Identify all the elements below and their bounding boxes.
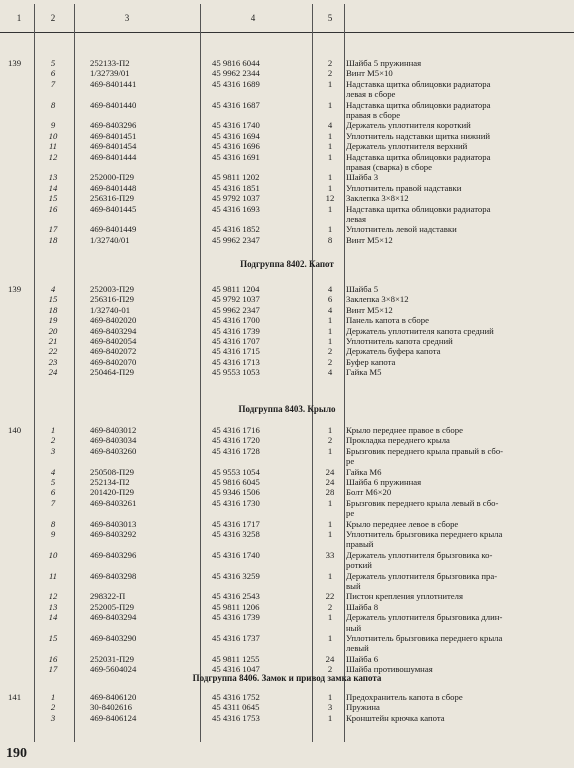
catalog-code: 45 4316 1717 — [212, 518, 260, 529]
item-position: 17 — [48, 224, 58, 235]
part-number: 201420-П29 — [90, 487, 134, 498]
item-position: 21 — [48, 336, 58, 346]
column-divider — [34, 4, 35, 742]
quantity: 4 — [327, 120, 333, 131]
item-position: 9 — [50, 529, 56, 539]
part-description: Гайка М5 — [346, 367, 382, 378]
quantity: 1 — [327, 497, 333, 508]
quantity: 4 — [327, 304, 333, 315]
catalog-code: 45 9553 1053 — [212, 367, 260, 378]
item-position: 10 — [48, 549, 58, 560]
quantity: 1 — [327, 224, 333, 235]
quantity: 1 — [327, 151, 333, 162]
item-position: 22 — [48, 346, 58, 357]
item-position: 4 — [50, 466, 56, 477]
part-number: 252005-П29 — [90, 601, 134, 612]
part-description: роткий — [346, 560, 372, 571]
item-position: 5 — [50, 58, 56, 68]
part-description: Заклепка 3×8×12 — [346, 294, 409, 305]
part-description: Держатель уплотнителя капота средний — [346, 325, 494, 336]
part-number: 252134-П2 — [90, 477, 130, 487]
part-number: 250508-П29 — [90, 466, 134, 477]
item-position: 2 — [50, 702, 56, 713]
catalog-code: 45 4316 1715 — [212, 346, 260, 357]
quantity: 1 — [327, 518, 333, 529]
item-position: 3 — [50, 445, 56, 456]
part-number: 469-8403296 — [90, 549, 137, 560]
quantity: 1 — [327, 425, 333, 435]
catalog-code: 45 4316 1047 — [212, 664, 260, 675]
figure-number: 139 — [8, 284, 22, 294]
quantity: 1 — [327, 99, 333, 110]
part-description: правый — [346, 539, 374, 550]
catalog-code: 45 9816 6044 — [212, 58, 260, 68]
part-number: 469-8403260 — [90, 445, 137, 456]
part-description: Винт М5×10 — [346, 68, 393, 79]
quantity: 1 — [327, 712, 333, 723]
part-number: 1/32740-01 — [90, 304, 131, 315]
part-number: 469-8402054 — [90, 336, 137, 346]
part-description: Заклепка 3×8×12 — [346, 193, 409, 204]
part-description: Надставка щитка облицовки радиатора — [346, 203, 491, 214]
quantity: 1 — [327, 633, 333, 643]
quantity: 2 — [327, 664, 333, 675]
part-description: Шайба 6 пружинная — [346, 477, 422, 487]
part-number: 469-8403013 — [90, 518, 137, 529]
quantity: 24 — [325, 466, 335, 477]
catalog-code: 45 4316 1740 — [212, 120, 260, 131]
item-position: 8 — [50, 518, 56, 529]
part-description: Брызговик переднего крыла левый в сбо- — [346, 497, 499, 508]
part-description: Держатель уплотнителя брызговика длин- — [346, 612, 503, 623]
part-number: 469-8401449 — [90, 224, 137, 235]
part-description: Надставка щитка облицовки радиатора — [346, 99, 491, 110]
part-description: Крыло переднее правое в сборе — [346, 425, 463, 435]
item-position: 15 — [48, 633, 58, 643]
catalog-code: 45 4316 1852 — [212, 224, 260, 235]
item-position: 15 — [48, 193, 58, 204]
part-number: 469-8401440 — [90, 99, 137, 110]
part-description: Уплотнитель надставки щитка нижний — [346, 130, 490, 141]
quantity: 2 — [327, 68, 333, 79]
part-number: 1/32739/01 — [90, 68, 130, 79]
quantity: 2 — [327, 346, 333, 357]
column-divider — [312, 4, 313, 742]
subgroup-title: Подгруппа 8402. Капот — [240, 259, 334, 269]
part-description: Шайба 5 пружинная — [346, 58, 422, 68]
figure-number: 139 — [8, 58, 22, 68]
part-description: Гайка М6 — [346, 466, 382, 477]
catalog-code: 45 4316 3258 — [212, 529, 260, 539]
part-description: Уплотнитель брызговика переднего крыла — [346, 633, 503, 643]
part-number: 469-8403292 — [90, 529, 137, 539]
catalog-code: 45 4316 1753 — [212, 712, 260, 723]
part-number: 1/32740/01 — [90, 234, 130, 245]
catalog-code: 45 9816 6045 — [212, 477, 260, 487]
part-description: Винт М5×12 — [346, 304, 393, 315]
part-description: Уплотнитель брызговика переднего крыла — [346, 529, 503, 539]
part-description: Шайба противошумная — [346, 664, 433, 675]
item-position: 11 — [48, 570, 58, 581]
item-position: 15 — [48, 294, 58, 305]
catalog-code: 45 4316 1737 — [212, 633, 260, 643]
quantity: 2 — [327, 58, 333, 68]
item-position: 14 — [48, 182, 58, 193]
part-number: 469-8406120 — [90, 692, 137, 702]
item-position: 11 — [48, 141, 58, 152]
part-description: Шайба 8 — [346, 601, 379, 612]
catalog-code: 45 4316 1691 — [212, 151, 260, 162]
part-number: 252003-П29 — [90, 284, 134, 294]
quantity: 1 — [327, 141, 333, 152]
quantity: 1 — [327, 570, 333, 581]
quantity: 1 — [327, 692, 333, 702]
quantity: 2 — [327, 435, 333, 446]
item-position: 8 — [50, 99, 56, 110]
part-number: 252133-П2 — [90, 58, 130, 68]
quantity: 1 — [327, 445, 333, 456]
part-number: 469-8403298 — [90, 570, 137, 581]
catalog-code: 45 9962 2344 — [212, 68, 260, 79]
part-description: левый — [346, 643, 369, 654]
part-number: 469-8401444 — [90, 151, 137, 162]
catalog-code: 45 4316 1739 — [212, 325, 260, 336]
part-number: 469-8402072 — [90, 346, 137, 357]
catalog-code: 45 4316 1694 — [212, 130, 260, 141]
part-description: Надставка щитка облицовки радиатора — [346, 151, 491, 162]
part-number: 469-8406124 — [90, 712, 137, 723]
header-col-5: 5 — [327, 13, 333, 23]
part-number: 469-8401445 — [90, 203, 137, 214]
part-description: Кронштейн крючка капота — [346, 712, 445, 723]
item-position: 10 — [48, 130, 58, 141]
quantity: 1 — [327, 130, 333, 141]
part-description: Надставка щитка облицовки радиатора — [346, 78, 491, 89]
header-col-1: 1 — [16, 13, 22, 23]
catalog-code: 45 4316 1851 — [212, 182, 260, 193]
part-description: правая (сварка) в сборе — [346, 162, 433, 172]
quantity: 12 — [325, 193, 335, 204]
part-description: Шайба 3 — [346, 172, 379, 183]
part-description: Уплотнитель правой надставки — [346, 182, 462, 193]
catalog-code: 45 9553 1054 — [212, 466, 260, 477]
subgroup-title: Подгруппа 8403. Крыло — [238, 404, 336, 414]
part-description: Держатель буфера капота — [346, 346, 441, 357]
quantity: 1 — [327, 336, 333, 346]
part-number: 250464-П29 — [90, 367, 134, 378]
part-description: Шайба 5 — [346, 284, 379, 294]
item-position: 12 — [48, 591, 58, 602]
figure-number: 140 — [8, 425, 22, 435]
catalog-code: 45 4316 1693 — [212, 203, 260, 214]
item-position: 14 — [48, 612, 58, 623]
part-description: Болт М6×20 — [346, 487, 392, 498]
part-description: Брызговик переднего крыла правый в сбо- — [346, 445, 504, 456]
part-number: 469-8401451 — [90, 130, 137, 141]
part-number: 252031-П29 — [90, 653, 134, 664]
part-description: вый — [346, 581, 361, 591]
page-number: 190 — [6, 746, 27, 761]
quantity: 1 — [327, 78, 333, 89]
item-position: 16 — [48, 203, 58, 214]
column-divider — [200, 4, 201, 742]
part-number: 469-8403294 — [90, 325, 137, 336]
item-position: 17 — [48, 664, 58, 675]
quantity: 4 — [327, 284, 333, 294]
part-number: 469-8402070 — [90, 356, 137, 367]
figure-number: 141 — [8, 692, 22, 702]
quantity: 1 — [327, 612, 333, 623]
item-position: 6 — [50, 487, 56, 498]
item-position: 4 — [50, 284, 56, 294]
item-position: 12 — [48, 151, 58, 162]
quantity: 1 — [327, 203, 333, 214]
part-number: 469-8403034 — [90, 435, 137, 446]
catalog-code: 45 4316 1696 — [212, 141, 260, 152]
part-description: ре — [346, 456, 355, 467]
part-description: левая в сборе — [346, 89, 396, 100]
quantity: 4 — [327, 367, 333, 378]
part-number: 469-8402020 — [90, 315, 137, 326]
item-position: 13 — [48, 172, 58, 183]
part-number: 469-8401441 — [90, 78, 137, 89]
part-number: 469-8403294 — [90, 612, 137, 623]
quantity: 22 — [325, 591, 335, 602]
quantity: 8 — [327, 234, 333, 245]
item-position: 18 — [48, 304, 58, 315]
part-description: ный — [346, 622, 362, 633]
catalog-code: 45 9962 2347 — [212, 234, 260, 245]
item-position: 16 — [48, 653, 58, 664]
catalog-code: 45 4316 1687 — [212, 99, 260, 110]
part-number: 469-5604024 — [90, 664, 137, 675]
catalog-code: 45 9792 1037 — [212, 193, 260, 204]
part-description: Уплотнитель левой надставки — [346, 224, 457, 235]
catalog-code: 45 4316 1713 — [212, 356, 260, 367]
item-position: 1 — [50, 692, 56, 702]
part-number: 252000-П29 — [90, 172, 134, 183]
part-number: 469-8403296 — [90, 120, 137, 131]
item-position: 19 — [48, 315, 58, 326]
part-description: Буфер капота — [346, 356, 396, 367]
catalog-code: 45 9811 1255 — [212, 653, 260, 664]
item-position: 18 — [48, 234, 58, 245]
column-divider — [74, 4, 75, 742]
part-description: ре — [346, 508, 355, 519]
catalog-code: 45 9792 1037 — [212, 294, 260, 305]
part-number: 298322-П — [90, 591, 126, 602]
item-position: 7 — [50, 78, 56, 89]
catalog-code: 45 4311 0645 — [212, 702, 260, 713]
part-number: 30-8402616 — [90, 702, 132, 713]
part-description: Прокладка переднего крыла — [346, 435, 450, 446]
catalog-code: 45 4316 1689 — [212, 78, 260, 89]
part-number: 469-8401454 — [90, 141, 137, 152]
part-number: 469-8403290 — [90, 633, 137, 643]
item-position: 2 — [50, 435, 56, 446]
catalog-code: 45 4316 1700 — [212, 315, 260, 326]
part-number: 469-8403012 — [90, 425, 137, 435]
item-position: 24 — [48, 367, 58, 378]
catalog-code: 45 4316 1728 — [212, 445, 260, 456]
quantity: 1 — [327, 315, 333, 326]
part-description: Крыло переднее левое в сборе — [346, 518, 459, 529]
catalog-code: 45 4316 1740 — [212, 549, 260, 560]
catalog-code: 45 9811 1202 — [212, 172, 260, 183]
part-description: левая — [346, 214, 367, 224]
item-position: 1 — [50, 425, 56, 435]
part-number: 469-8401448 — [90, 182, 137, 193]
quantity: 3 — [327, 702, 333, 713]
item-position: 7 — [50, 497, 56, 508]
catalog-code: 45 4316 2543 — [212, 591, 260, 602]
item-position: 6 — [50, 68, 56, 79]
quantity: 28 — [325, 487, 335, 498]
header-col-4: 4 — [250, 13, 256, 23]
item-position: 23 — [48, 356, 58, 367]
part-description: Пружина — [346, 702, 380, 713]
catalog-code: 45 4316 1739 — [212, 612, 260, 623]
part-description: правая в сборе — [346, 110, 401, 120]
item-position: 13 — [48, 601, 58, 612]
part-number: 256316-П29 — [90, 193, 134, 204]
header-col-2: 2 — [50, 13, 56, 23]
part-description: Держатель уплотнителя короткий — [346, 120, 471, 131]
catalog-code: 45 4316 3259 — [212, 570, 260, 581]
item-position: 5 — [50, 477, 56, 487]
catalog-code: 45 9811 1206 — [212, 601, 260, 612]
part-description: Предохранитель капота в сборе — [346, 692, 463, 702]
part-number: 469-8403261 — [90, 497, 137, 508]
part-description: Держатель уплотнителя брызговика ко- — [346, 549, 493, 560]
part-description: Держатель уплотнителя верхний — [346, 141, 468, 152]
table-header — [0, 4, 574, 33]
column-divider — [344, 4, 345, 742]
catalog-code: 45 9962 2347 — [212, 304, 260, 315]
catalog-code: 45 4316 1716 — [212, 425, 260, 435]
part-number: 256316-П29 — [90, 294, 134, 305]
item-position: 9 — [50, 120, 56, 131]
quantity: 2 — [327, 356, 333, 367]
part-description: Панель капота в сборе — [346, 315, 429, 326]
quantity: 24 — [325, 653, 335, 664]
header-col-3: 3 — [124, 13, 130, 23]
quantity: 1 — [327, 529, 333, 539]
item-position: 20 — [48, 325, 58, 336]
catalog-code: 45 4316 1707 — [212, 336, 260, 346]
catalog-code: 45 9811 1204 — [212, 284, 260, 294]
part-description: Уплотнитель капота средний — [346, 336, 453, 346]
catalog-code: 45 9346 1506 — [212, 487, 260, 498]
item-position: 3 — [50, 712, 56, 723]
catalog-code: 45 4316 1752 — [212, 692, 260, 702]
quantity: 2 — [327, 601, 333, 612]
quantity: 1 — [327, 325, 333, 336]
quantity: 1 — [327, 182, 333, 193]
quantity: 33 — [325, 549, 335, 560]
catalog-code: 45 4316 1720 — [212, 435, 260, 446]
quantity: 24 — [325, 477, 335, 487]
catalog-code: 45 4316 1730 — [212, 497, 260, 508]
part-description: Винт М5×12 — [346, 234, 393, 245]
quantity: 6 — [327, 294, 333, 305]
part-description: Держатель уплотнителя брызговика пра- — [346, 570, 498, 581]
subgroup-title: Подгруппа 8406. Замок и привод замка капота — [192, 673, 382, 683]
quantity: 1 — [327, 172, 333, 183]
part-description: Шайба 6 — [346, 653, 379, 664]
part-description: Пистон крепления уплотнителя — [346, 591, 463, 602]
